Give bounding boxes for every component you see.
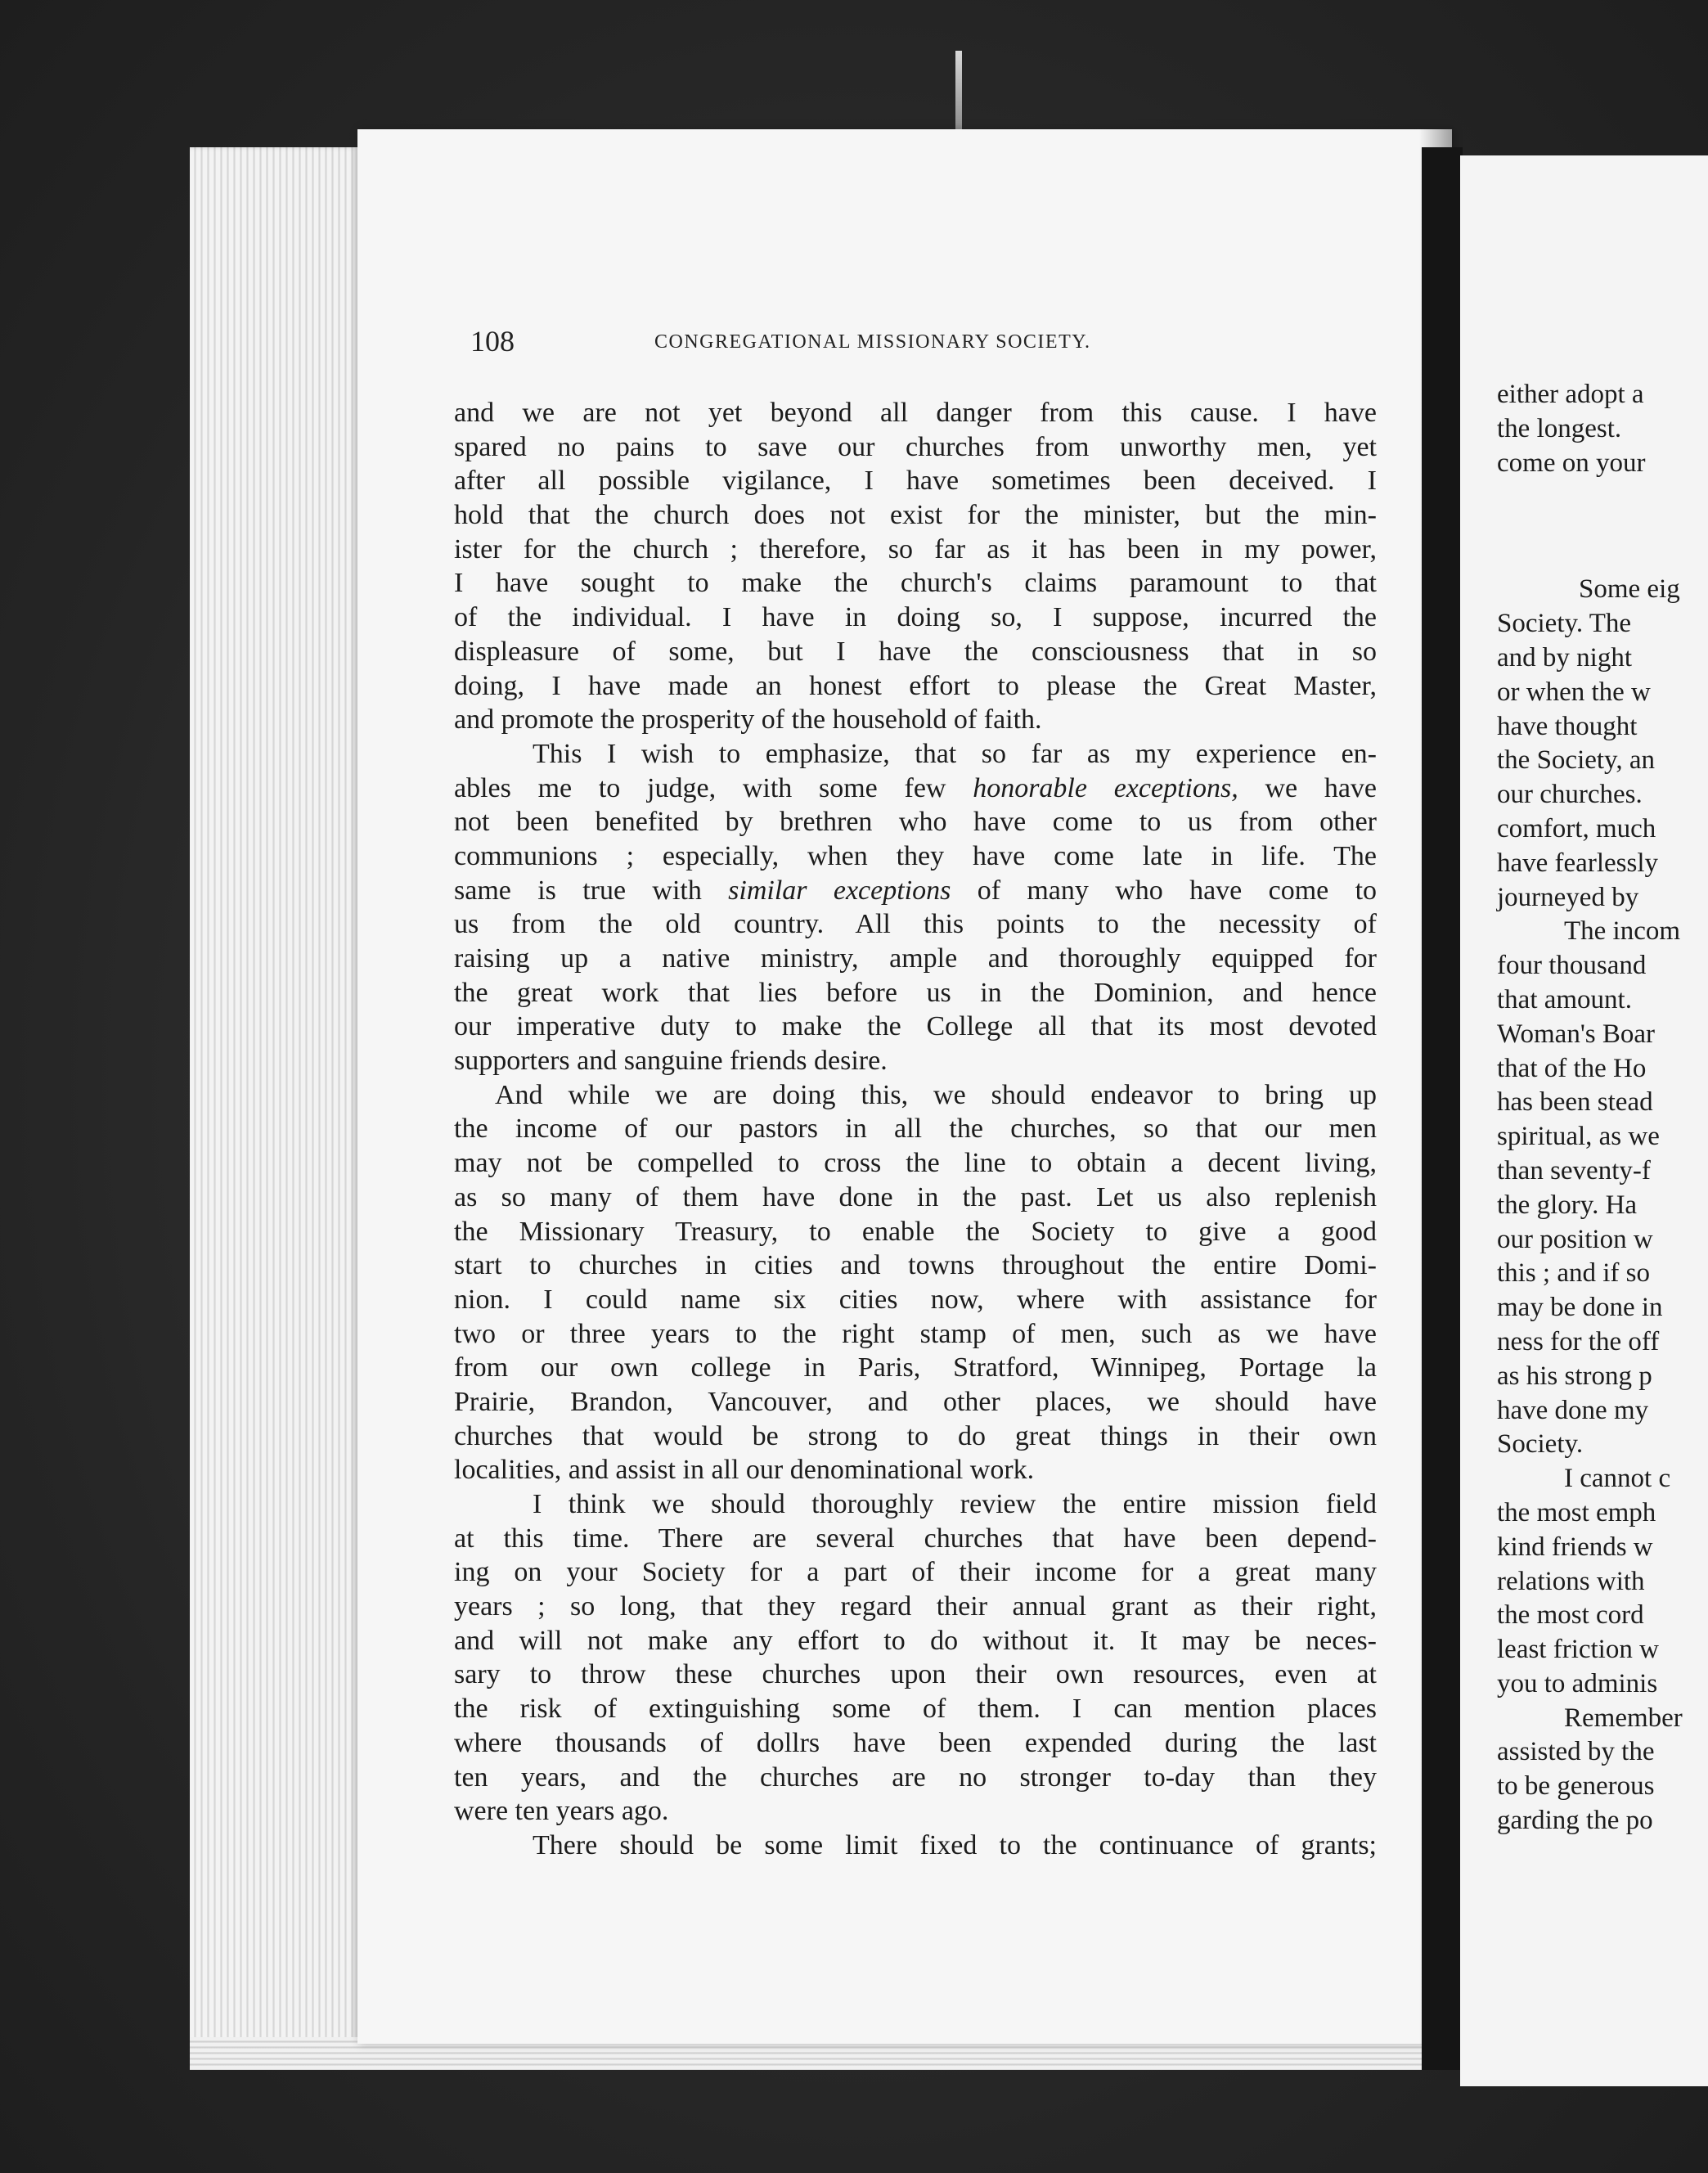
text-line: nion. I could name six cities now, where with assistance for [454,1284,1377,1315]
text-line: the risk of extinguishing some of them. I can mention places [454,1694,1377,1725]
text-line: And while we are doing this, we should endeavor to bring up [495,1079,1377,1110]
right-text-line: Remember [1564,1703,1683,1733]
right-text-line: kind friends w [1497,1532,1653,1562]
text-line: doing, I have made an honest effort to please the Great Master, [454,670,1377,701]
binding-tab [955,51,962,133]
right-text-line: spiritual, as we [1497,1122,1660,1152]
right-text-line: that of the Ho [1497,1053,1647,1083]
text-line: There should be some limit fixed to the continuance of grants; [533,1829,1377,1860]
running-head: CONGREGATIONAL MISSIONARY SOCIETY. [654,331,1091,353]
text-line: years ; so long, that they regard their annual grant as their right, [454,1591,1377,1622]
text-line: after all possible vigilance, I have sometimes been deceived. I [454,466,1377,497]
right-text-line: have thought [1497,711,1638,741]
right-text-line: assisted by the [1497,1737,1655,1767]
text-line: were ten years ago. [454,1796,669,1827]
right-text-line: ness for the off [1497,1326,1660,1356]
main-text-block [454,396,1377,1863]
text-line: the income of our pastors in all the churches, so that our men [454,1113,1377,1145]
text-line: hold that the church does not exist for the minister, but the min- [454,500,1377,531]
text-line: may not be compelled to cross the line to obtain a decent living, [454,1148,1377,1179]
right-text-line: Society. The [1497,609,1632,639]
text-line: where thousands of dollrs have been expended during the last [454,1727,1377,1758]
text-line: from our own college in Paris, Stratford, Winnipeg, Portage la [454,1352,1377,1383]
page-header [470,324,1207,357]
right-text-line: our position w [1497,1224,1653,1254]
text-line: at this time. There are several churches that have been depend- [454,1523,1377,1554]
right-text-line: the longest. [1497,413,1622,443]
text-line: ables me to judge, with some few honorable exceptions, we have [454,772,1377,803]
right-text-line: or when the w [1497,677,1651,707]
text-line: of the individual. I have in doing so, I suppose, incurred the [454,602,1377,633]
right-text-line: garding the po [1497,1806,1653,1836]
right-text-line: that amount. [1497,984,1632,1015]
text-line: I think we should thoroughly review the entire mission field [533,1489,1377,1519]
text-line: and we are not yet beyond all danger from this cause. I have [454,398,1377,428]
right-text-line: have done my [1497,1395,1649,1425]
right-text-line: to be generous [1497,1771,1655,1802]
text-line: spared no pains to save our churches from unworthy men, yet [454,431,1377,462]
text-line: sary to throw these churches upon their own resources, even at [454,1659,1377,1690]
right-text-line: The incom [1564,916,1681,947]
page-edges-left [190,147,357,2060]
text-line: ister for the church ; therefore, so far as it has been in my power, [454,533,1377,565]
text-line: displeasure of some, but I have the consciousness that in so [454,636,1377,667]
right-text-line: Society. [1497,1429,1584,1460]
right-text-line: either adopt a [1497,380,1644,409]
text-line: raising up a native ministry, ample and thoroughly equipped for [454,943,1377,974]
text-line: the great work that lies before us in the Dominion, and hence [454,977,1377,1008]
right-text-line: have fearlessly [1497,848,1658,878]
right-text-line: Woman's Boar [1497,1019,1656,1049]
section-gap [1497,480,1708,573]
text-line: and promote the prosperity of the household of faith. [454,704,1042,736]
text-line: two or three years to the right stamp of men, such as we have [454,1318,1377,1349]
text-line: and will not make any effort to do without it. It may be neces- [454,1625,1377,1656]
book-spine [1422,147,1463,2070]
right-text-line: than seventy-f [1497,1155,1651,1185]
text-line: Prairie, Brandon, Vancouver, and other places, we should have [454,1386,1377,1417]
right-text-line: the glory. Ha [1497,1190,1638,1220]
right-text-line: four thousand [1497,951,1647,981]
page-number: 108 [470,325,515,358]
right-text-line: I cannot c [1564,1464,1671,1494]
right-text-line: the most emph [1497,1497,1656,1527]
right-text-line: has been stead [1497,1087,1653,1118]
text-line: start to churches in cities and towns throughout the entire Domi- [454,1250,1377,1281]
text-line: localities, and assist in all our denominational work. [454,1455,1035,1486]
italic-phrase: similar exceptions [728,875,951,906]
right-text-line: our churches. [1497,780,1643,810]
text-line: This I wish to emphasize, that so far as my experience en- [533,738,1377,769]
text-line: supporters and sanguine friends desire. [454,1046,888,1077]
right-text-line: comfort, much [1497,813,1656,844]
italic-phrase: honorable exceptions, [973,772,1238,803]
right-text-line: Some eig [1579,574,1680,605]
right-text-line: as his strong p [1497,1361,1652,1391]
text-line: the Missionary Treasury, to enable the Society to give a good [454,1216,1377,1247]
text-line: churches that would be strong to do great things in their own [454,1420,1377,1451]
right-text-line: least friction w [1497,1635,1659,1665]
text-line: ing on your Society for a part of their income for a great many [454,1557,1377,1588]
text-line: not been benefited by brethren who have come to us from other [454,807,1377,838]
right-text-line: may be done in [1497,1293,1663,1323]
text-line: ten years, and the churches are no stronger to-day than they [454,1761,1377,1793]
right-page-text [1497,378,1708,1838]
right-text-line: the most cord [1497,1600,1644,1631]
right-text-line: journeyed by [1497,882,1639,912]
right-text-line: this ; and if so [1497,1258,1650,1289]
text-line: communions ; especially, when they have come late in life. The [454,840,1377,871]
right-text-line: and by night [1497,642,1632,673]
text-line: our imperative duty to make the College all that its most devoted [454,1011,1377,1042]
right-text-line: come on your [1497,448,1646,478]
right-text-line: the Society, an [1497,745,1656,776]
right-text-line: you to adminis [1497,1668,1658,1698]
text-line: us from the old country. All this points to the necessity of [454,909,1377,940]
text-line: same is true with similar exceptions of many who have come to [454,875,1378,906]
right-text-line: relations with [1497,1566,1645,1596]
text-line: I have sought to make the church's claims paramount to that [454,568,1377,599]
text-line: as so many of them have done in the past. Let us also replenish [454,1181,1377,1212]
